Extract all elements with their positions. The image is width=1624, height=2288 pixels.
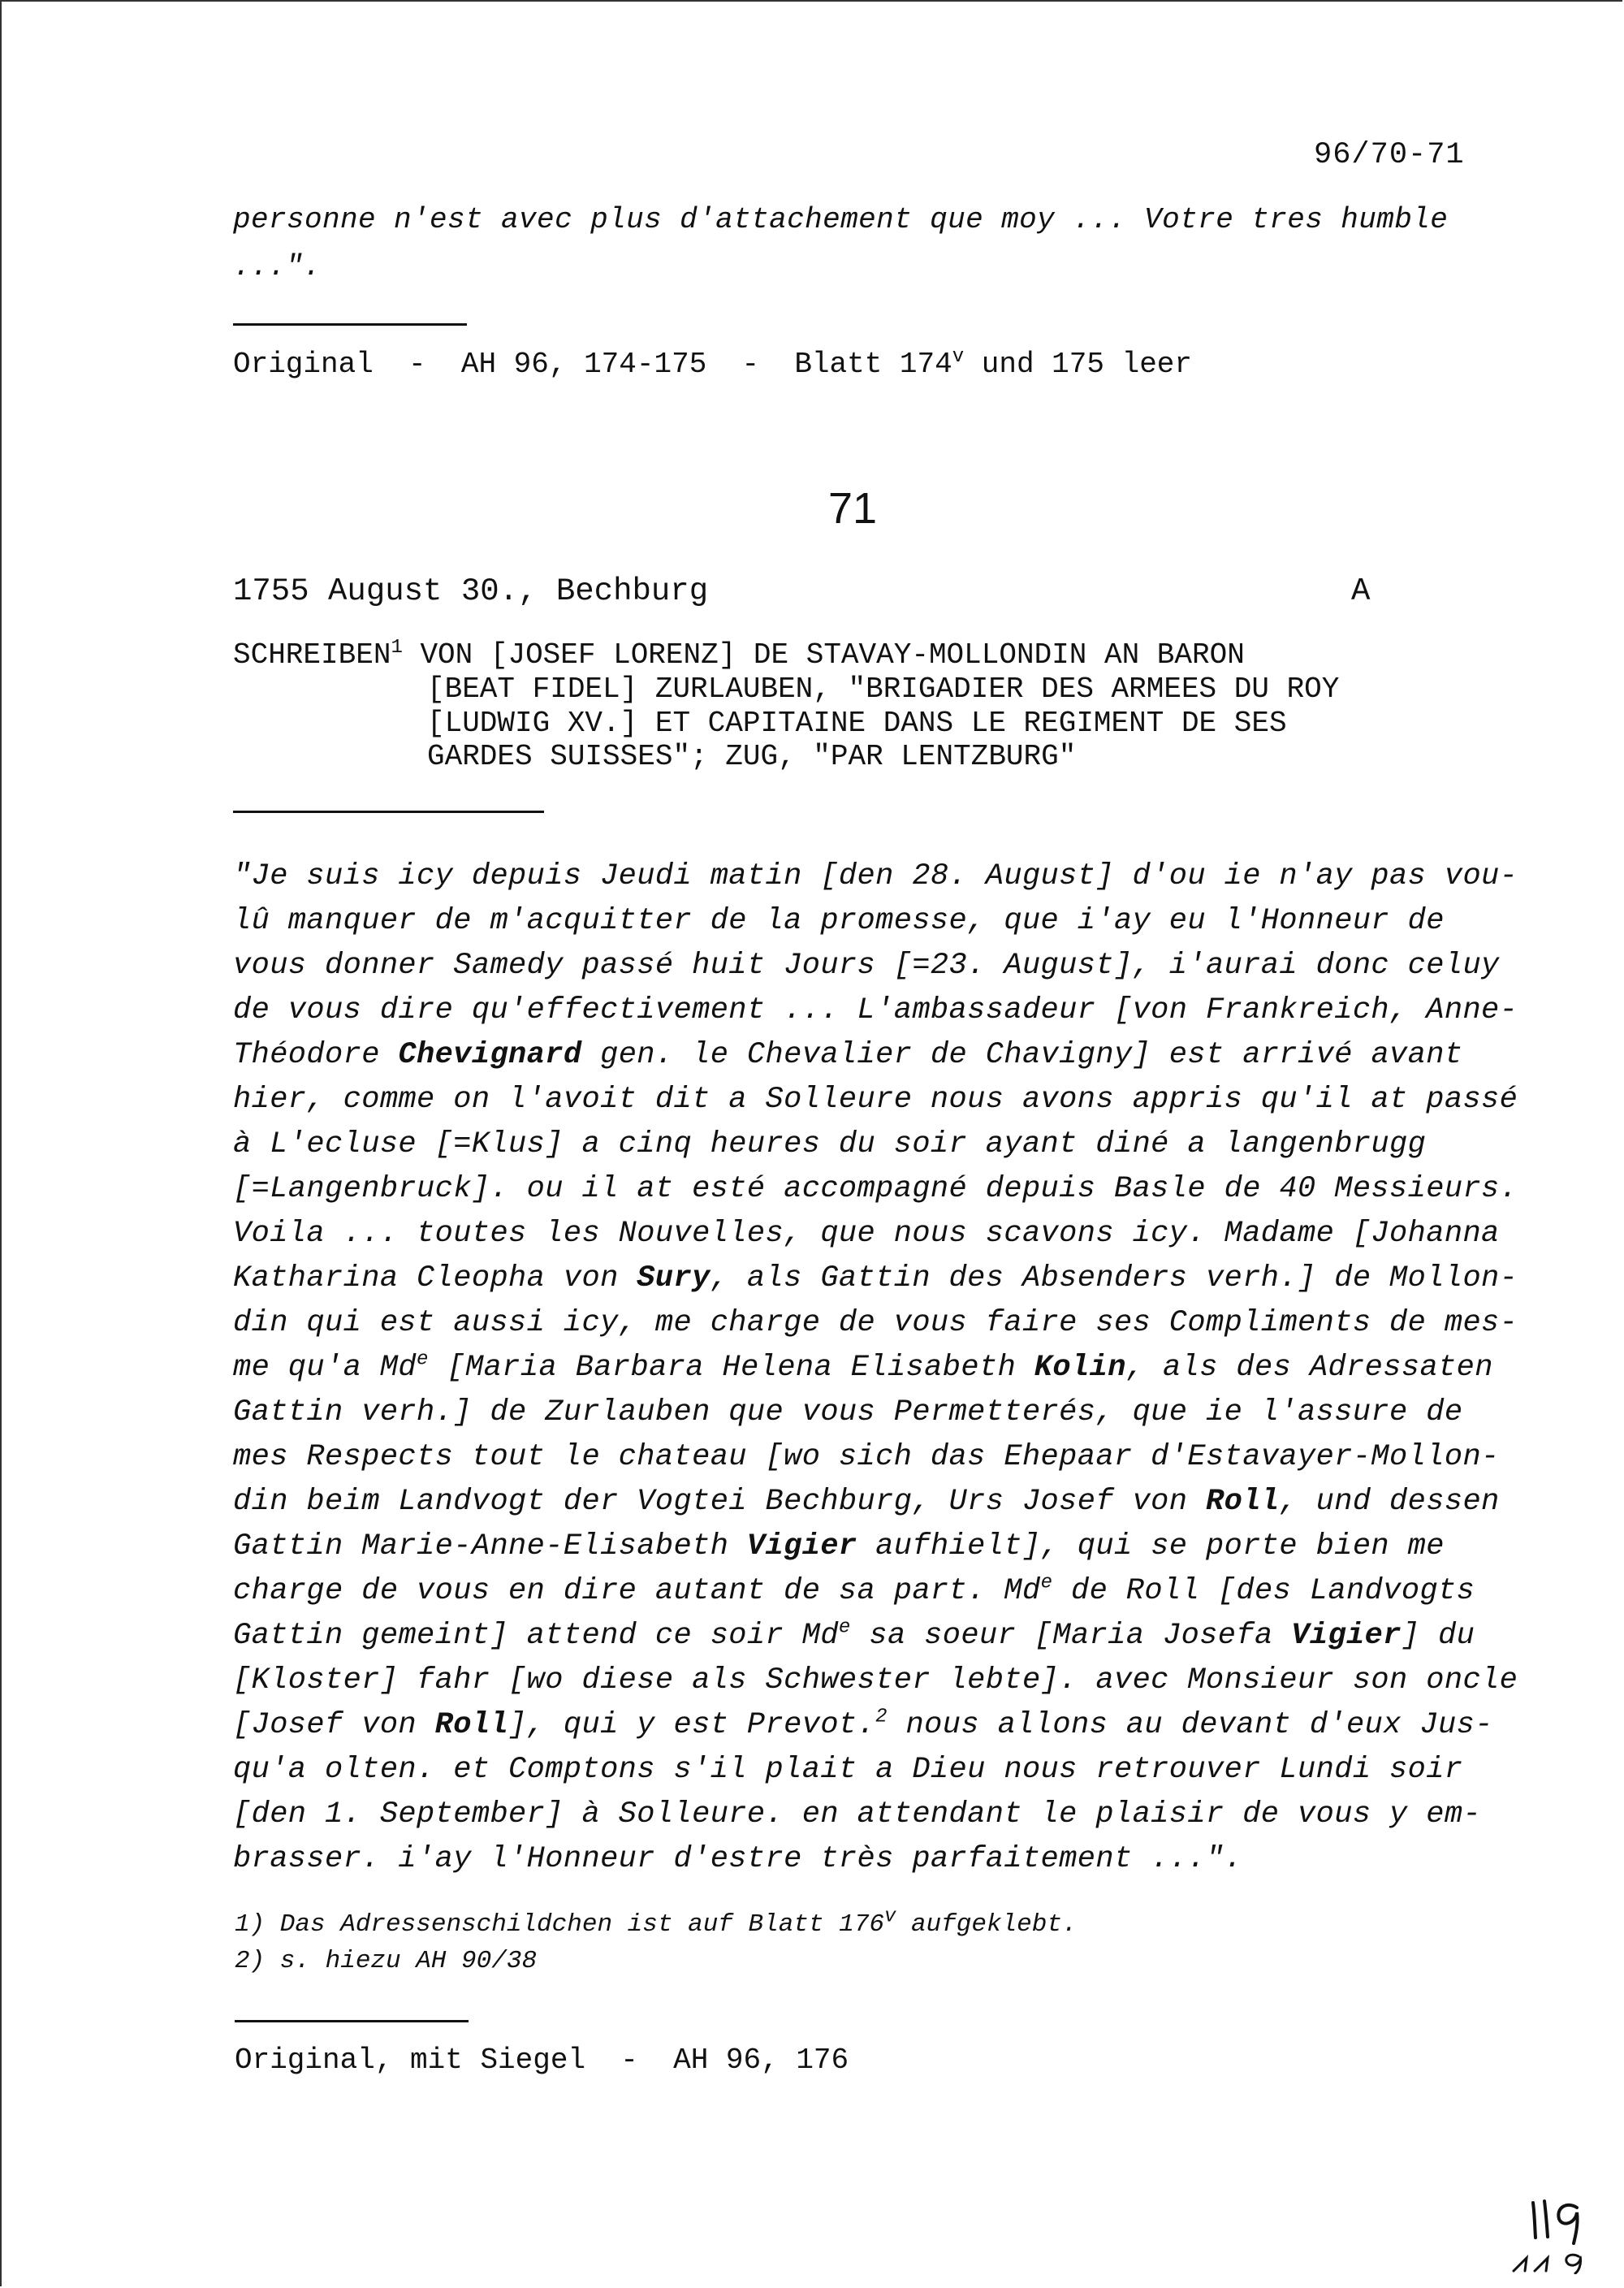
- letter-name-bold: Vigier: [746, 1529, 857, 1564]
- footnote-text: 1) Das Adressenschildchen ist auf Blatt 176: [235, 1910, 884, 1939]
- letter-text: Gattin Marie-Anne-Elisabeth: [233, 1529, 747, 1564]
- source-line: Original, mit Siegel - AH 96, 176: [235, 2044, 849, 2077]
- divider-rule: [235, 2020, 469, 2022]
- letter-text: Katharina Cleopha von: [233, 1261, 637, 1295]
- prev-source-prefix: Original - AH 96, 174-175 - Blatt 174: [233, 348, 952, 381]
- letter-sup: e: [838, 1616, 851, 1639]
- letter-text: [Maria Barbara Helena Elisabeth: [428, 1351, 1034, 1385]
- letter-name-bold: Vigier: [1291, 1619, 1402, 1653]
- letter-line: "Je suis icy depuis Jeudi matin [den 28. August] d'ou ie n'ay pas vou-: [233, 859, 1518, 893]
- title-word: SCHREIBEN: [233, 638, 391, 672]
- letter-line: à L'ecluse [=Klus] a cinq heures du soir ayant diné a langenbrugg: [233, 1127, 1427, 1161]
- heading-letter-mark: A: [1351, 573, 1371, 609]
- letter-line: [233, 1529, 1445, 1564]
- prev-letter-closing-line2: ...".: [233, 250, 322, 283]
- letter-text: Gattin gemeint] attend ce soir Md: [233, 1619, 839, 1653]
- letter-text: charge de vous en dire autant de sa part. Md: [233, 1574, 1041, 1608]
- letter-text: aufhielt], qui se porte bien me: [857, 1529, 1445, 1564]
- letter-line: [den 1. September] à Solleure. en attendant le plaisir de vous y em-: [233, 1797, 1482, 1832]
- title-line4: GARDES SUISSES"; ZUG, "PAR LENTZBURG": [427, 740, 1077, 773]
- prev-source-sup: v: [952, 346, 965, 368]
- letter-name-bold: Kolin: [1034, 1351, 1126, 1385]
- heading-date-place: 1755 August 30., Bechburg: [233, 573, 709, 609]
- letter-line: [233, 1348, 1493, 1385]
- letter-line: [233, 1574, 1475, 1608]
- footnote-text: aufgeklebt.: [896, 1910, 1078, 1939]
- letter-name-bold: Roll: [434, 1708, 509, 1742]
- footnote-sup: v: [883, 1905, 896, 1928]
- letter-line: din qui est aussi icy, me charge de vous faire ses Compliments de mes-: [233, 1306, 1518, 1340]
- letter-text: din beim Landvogt der Vogtei Bechburg, Urs Josef von: [233, 1485, 1206, 1519]
- document-number: 71: [828, 484, 878, 533]
- letter-text: nous allons au devant d'eux Jus-: [887, 1708, 1493, 1742]
- letter-line: [233, 1485, 1500, 1519]
- handwritten-page-number: [1510, 2193, 1600, 2274]
- letter-line: [233, 1616, 1475, 1653]
- letter-line: vous donner Samedy passé huit Jours [=23. August], i'aurai donc celuy: [233, 949, 1500, 983]
- title-footnote-mark: 1: [391, 637, 403, 659]
- letter-text: Théodore: [233, 1038, 399, 1072]
- letter-line: mes Respects tout le chateau [wo sich das Ehepaar d'Estavayer-Mollon-: [233, 1440, 1500, 1474]
- letter-sup: e: [417, 1348, 429, 1371]
- prev-letter-source: [233, 348, 1192, 381]
- prev-source-suffix: und 175 leer: [964, 348, 1193, 381]
- letter-name-bold: Sury: [637, 1261, 710, 1295]
- letter-text: ] du: [1401, 1619, 1475, 1653]
- divider-rule: [233, 811, 544, 813]
- letter-text: me qu'a Md: [233, 1351, 417, 1385]
- letter-text: ], qui y est Prevot.: [508, 1708, 876, 1742]
- footnote-1: [235, 1905, 1078, 1939]
- letter-text: de Roll [des Landvogts: [1052, 1574, 1475, 1608]
- letter-text: gen. le Chevalier de Chavigny] est arrivé avant: [581, 1038, 1463, 1072]
- letter-line: Gattin verh.] de Zurlauben que vous Permetterés, que ie l'assure de: [233, 1395, 1463, 1429]
- letter-line: de vous dire qu'effectivement ... L'ambassadeur [von Frankreich, Anne-: [233, 993, 1518, 1027]
- letter-text: sa soeur [Maria Josefa: [850, 1619, 1292, 1653]
- letter-text: , und dessen: [1279, 1485, 1500, 1519]
- letter-line: [Kloster] fahr [wo diese als Schwester lebte]. avec Monsieur son oncle: [233, 1663, 1518, 1698]
- letter-line: [233, 1038, 1462, 1072]
- letter-name-bold: Roll: [1206, 1485, 1280, 1519]
- letter-line: [233, 1261, 1518, 1295]
- letter-text: , als Gattin des Absenders verh.] de Mollon-: [710, 1261, 1518, 1295]
- footnote-2: 2) s. hiezu AH 90/38: [235, 1947, 538, 1975]
- title-line3: [LUDWIG XV.] ET CAPITAINE DANS LE REGIMENT DE SES: [427, 707, 1287, 740]
- page-reference: 96/70-71: [1314, 138, 1465, 172]
- letter-line: Voila ... toutes les Nouvelles, que nous scavons icy. Madame [Johanna: [233, 1217, 1500, 1251]
- letter-line: lû manquer de m'acquitter de la promesse, que i'ay eu l'Honneur de: [233, 904, 1445, 938]
- title-line2: [BEAT FIDEL] ZURLAUBEN, "BRIGADIER DES ARMEES DU ROY: [427, 673, 1340, 706]
- title-line1: [233, 638, 1245, 672]
- prev-letter-closing-line1: personne n'est avec plus d'attachement que moy ... Votre tres humble: [233, 203, 1449, 236]
- letter-text: , als des Adressaten: [1125, 1351, 1493, 1385]
- letter-text: [Josef von: [233, 1708, 435, 1742]
- letter-line: qu'a olten. et Comptons s'il plait a Dieu nous retrouver Lundi soir: [233, 1753, 1463, 1787]
- letter-sup: e: [1040, 1572, 1053, 1594]
- letter-footnote-mark: 2: [875, 1706, 888, 1728]
- title-line1-rest: VON [JOSEF LORENZ] DE STAVAY-MOLLONDIN AN BARON: [402, 638, 1245, 672]
- divider-rule: [233, 323, 467, 326]
- letter-line: brasser. i'ay l'Honneur d'estre très parfaitement ...".: [233, 1842, 1243, 1876]
- letter-name-bold: Chevignard: [398, 1038, 582, 1072]
- letter-line: [=Langenbruck]. ou il at esté accompagné depuis Basle de 40 Messieurs.: [233, 1172, 1518, 1206]
- letter-line: hier, comme on l'avoit dit a Solleure nous avons appris qu'il at passé: [233, 1083, 1518, 1117]
- letter-line: [233, 1708, 1493, 1742]
